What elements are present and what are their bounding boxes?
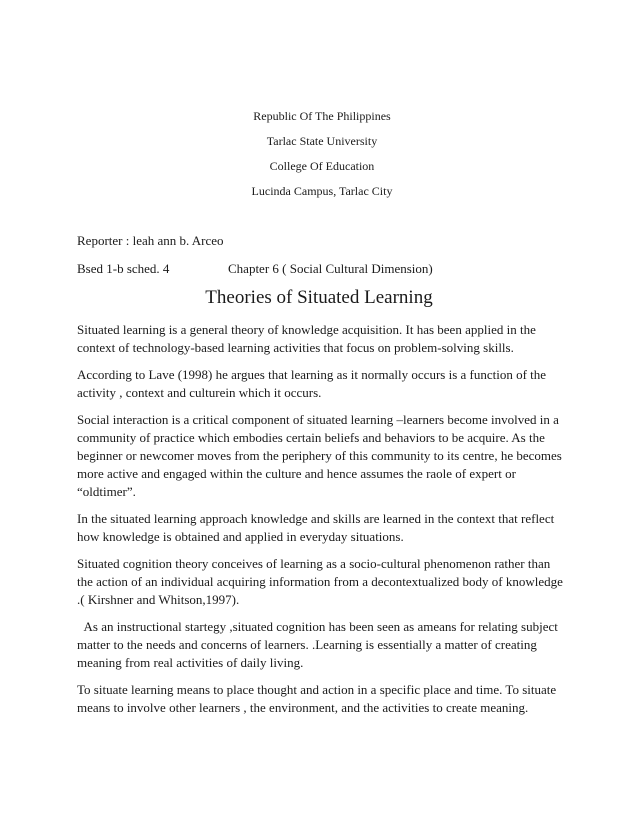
paragraph: Social interaction is a critical component of situated learning –learners become involved in a community of practice which embodies certain beliefs and behaviors to be acquire. As the beginner or newcomer moves from the periphery of this community to its centre, he becomes more active and engaged within the culture and hence assumes the raole of expert or “oldtimer”. <box>77 412 562 499</box>
section-schedule: Bsed 1-b sched. 4 <box>77 261 170 276</box>
paragraph: To situate learning means to place thought and action in a specific place and time. To situate means to involve other learners , the environment, and the activities to create meaning. <box>77 682 557 715</box>
paragraph: According to Lave (1998) he argues that learning as it normally occurs is a function of the activity , context and culturein which it occurs. <box>77 367 547 400</box>
institution-header <box>0 108 638 208</box>
paragraph: Situated learning is a general theory of knowledge acquisition. It has been applied in the context of technology-based learning activities that focus on problem-solving skills. <box>77 322 536 355</box>
document-title <box>0 287 638 309</box>
paragraph: Situated cognition theory conceives of learning as a socio-cultural phenomenon rather than the action of an individual acquiring information from a decontextualized body of knowledge .( Kirshner and Whitson,1997). <box>77 556 563 607</box>
chapter-label: Chapter 6 ( Social Cultural Dimension) <box>228 261 433 276</box>
header-line-university: Tarlac State University <box>266 134 378 148</box>
header-line-republic: Republic Of The Philippines <box>253 109 391 123</box>
body-text <box>77 321 567 726</box>
reporter-line: Reporter : leah ann b. Arceo <box>77 233 224 248</box>
paragraph: In the situated learning approach knowledge and skills are learned in the context that reflect how knowledge is obtained and applied in everyday situations. <box>77 511 555 544</box>
header-line-college: College Of Education <box>269 159 375 173</box>
document-title-text: Theories of Situated Learning <box>205 287 433 308</box>
paragraph: As an instructional startegy ,situated cognition has been seen as ameans for relating subject matter to the needs and concerns of learners. .Learning is essentially a matter of creating meaning from real activities of daily living. <box>77 619 562 670</box>
header-line-campus: Lucinda Campus, Tarlac City <box>251 184 393 198</box>
